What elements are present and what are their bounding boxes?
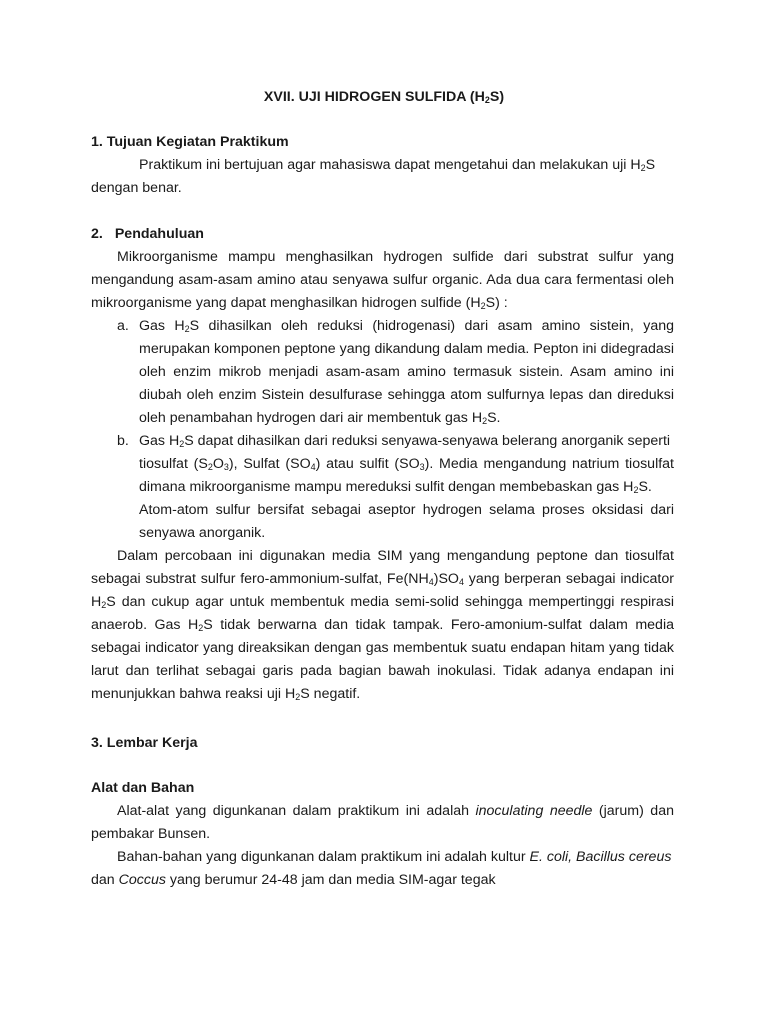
section-2-intro-line-2: mengandung asam-asam amino atau senyawa sulfur organic. Ada dua cara fermentasi oleh [91,272,674,288]
section-2-paragraph-line-6: larut dan terlihat sebagai garis pada bagian bawah inokulasi. Tidak adanya endapan ini [91,663,674,679]
list-item-b-line-4: Atom-atom sulfur bersifat sebagai aseptor hydrogen selama proses oksidasi dari [139,502,674,518]
section-2-paragraph-line-7: menunjukkan bahwa reaksi uji $H_2S$ negatif. [91,686,361,702]
section-2-heading: 2. Pendahuluan [91,226,204,242]
section-2-paragraph-line-4: anaerob. Gas $H_2S$ tidak berwarna dan tidak tampak. Fero-amonium-sulfat dalam media [91,617,674,633]
list-item-b-line-2: tiosulfat $(S_2O_3)$, Sulfat $(SO_4)$ atau sulfit $(SO_3)$. Media mengandung natrium tiosulfat [139,456,674,472]
list-marker-a: a. [117,318,129,334]
section-3-line-3: Bahan-bahan yang digunkanan dalam praktikum ini adalah kultur E. coli, Bacillus cereus [117,849,672,865]
section-3-subheading: Alat dan Bahan [91,780,195,796]
list-item-a-line-1: Gas $H_2S$ dihasilkan oleh reduksi (hidrogenasi) dari asam amino sistein, yang [139,318,674,334]
list-item-a-line-3: oleh enzim mikrob menjadi asam-asam amino termasuk sistein. Asam amino ini [139,364,674,380]
section-3-heading: 3. Lembar Kerja [91,735,198,751]
section-3-line-1: Alat-alat yang digunkanan dalam praktikum ini adalah inoculating needle (jarum) dan [117,803,674,819]
section-3-line-4: dan Coccus yang berumur 24-48 jam dan media SIM-agar tegak [91,872,496,888]
list-item-a-line-2: merupakan komponen peptone yang dikandung dalam media. Pepton ini didegradasi [139,341,674,357]
section-2-paragraph-line-1: Dalam percobaan ini digunakan media SIM yang mengandung peptone dan tiosulfat [117,548,674,564]
list-item-a-line-4: diubah oleh enzim Sistein desulfurase sehingga atom sulfurnya lepas dan direduksi [139,387,674,403]
section-2-paragraph-line-2: sebagai substrat sulfur fero-ammonium-sulfat, $Fe(NH_4)SO_4$ yang berperan sebagai indicator [91,571,674,587]
section-2-intro-line-1: Mikroorganisme mampu menghasilkan hydrogen sulfide dari substrat sulfur yang [117,249,674,265]
section-2-paragraph-line-3: $H_2S$ dan cukup agar untuk membentuk media semi-solid sehingga mempertinggi respirasi [91,594,674,610]
section-2-paragraph-line-5: sebagai indicator yang direaksikan dengan gas membentuk suatu endapan hitam yang tidak [91,640,674,656]
section-1-paragraph-line-2: dengan benar. [91,180,182,196]
list-item-b-line-3: dimana mikroorganisme mampu mereduksi sulfit dengan membebaskan gas $H_2S$. [139,479,652,495]
section-3-line-2: pembakar Bunsen. [91,826,211,842]
page-title: XVII. UJI HIDROGEN SULFIDA $(H_2S)$ [263,89,505,105]
list-item-b-line-5: senyawa anorganik. [139,525,266,541]
list-item-a-line-5: oleh penambahan hydrogen dari air membentuk gas $H_2S$. [139,410,501,426]
list-marker-b: b. [117,433,129,449]
section-2-intro-line-3: mikroorganisme yang dapat menghasilkan hidrogen sulfide $(H_2S)$ : [91,295,508,311]
section-1-heading: 1. Tujuan Kegiatan Praktikum [91,134,289,150]
section-1-paragraph-line-1: Praktikum ini bertujuan agar mahasiswa dapat mengetahui dan melakukan uji $H_2S$ [139,157,656,173]
list-item-b-line-1: Gas $H_2S$ dapat dihasilkan dari reduksi senyawa-senyawa belerang anorganik seperti [139,433,671,449]
